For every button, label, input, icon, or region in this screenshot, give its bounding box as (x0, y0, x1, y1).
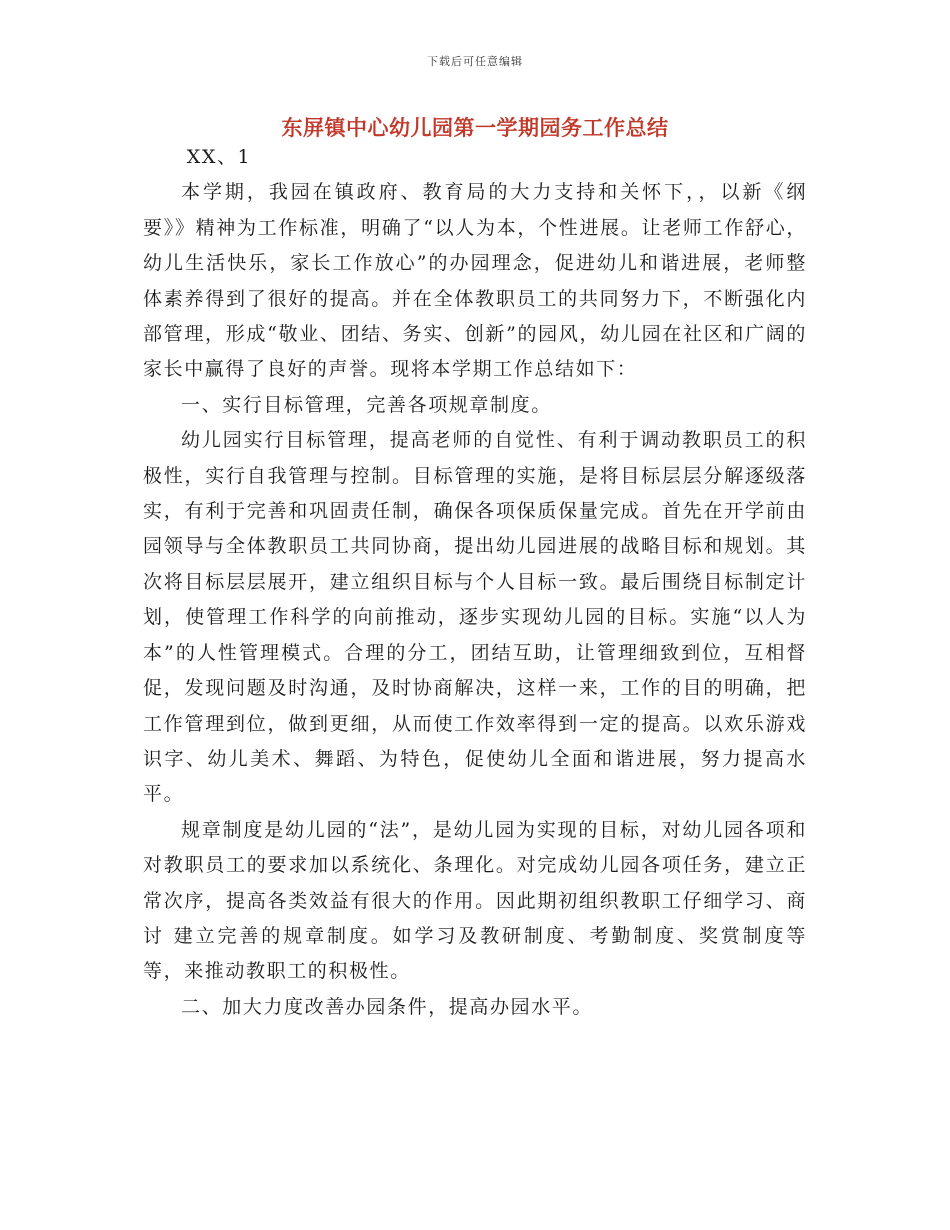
paragraph-rules-system: 规章制度是幼儿园的“法”，是幼儿园为实现的目标，对幼儿园各项和对教职员工的要求加以系统化、条理化。对完成幼儿园各项任务，建立正常次序，提高各类效益有很大的作用。因此期初组织教职工仔细学习、商讨 建立完善的规章制度。如学习及教研制度、考勤制度、奖赏制度等等，来推动教职工的积极性。 (143, 818, 807, 983)
document-title: 东屏镇中心幼儿园第一学期园务工作总结 (281, 116, 669, 140)
header-note: 下载后可任意编辑 (427, 55, 523, 68)
section-heading-2: 二、加大力度改善办园条件，提高办园水平。 (181, 995, 594, 1018)
document-date: XX、1 (186, 146, 252, 168)
section-heading-1: 一、实行目标管理，完善各项规章制度。 (181, 393, 552, 416)
document-body (143, 140, 807, 1025)
paragraph-intro: 本学期，我园在镇政府、教育局的大力支持和关怀下，，以新《纲要》》精神为工作标准，明确了“以人为本，个性进展。让老师工作舒心，幼儿生活快乐，家长工作放心”的办园理念，促进幼儿和谐进展，老师整体素养得到了很好的提高。并在全体教职员工的共同努力下，不断强化内部管理，形成“敬业、团结、务实、创新”的园风，幼儿园在社区和广阔的家长中赢得了良好的声誉。现将本学期工作总结如下： (143, 181, 807, 381)
paragraph-target-management: 幼儿园实行目标管理，提高老师的自觉性、有利于调动教职员工的积极性，实行自我管理与控制。目标管理的实施，是将目标层层分解逐级落实，有利于完善和巩固责任制，确保各项保质保量完成。首先在开学前由园领导与全体教职员工共同协商，提出幼儿园进展的战略目标和规划。其次将目标层层展开，建立组织目标与个人目标一致。最后围绕目标制定计划，使管理工作科学的向前推动，逐步实现幼儿园的目标。实施“以人为本”的人性管理模式。合理的分工，团结互助，让管理细致到位，互相督促，发现问题及时沟通，及时协商解决，这样一来，工作的目的明确，把工作管理到位，做到更细，从而使工作效率得到一定的提高。以欢乐游戏识字、幼儿美术、舞蹈、为特色，促使幼儿全面和谐进展，努力提高水平。 (143, 429, 807, 806)
